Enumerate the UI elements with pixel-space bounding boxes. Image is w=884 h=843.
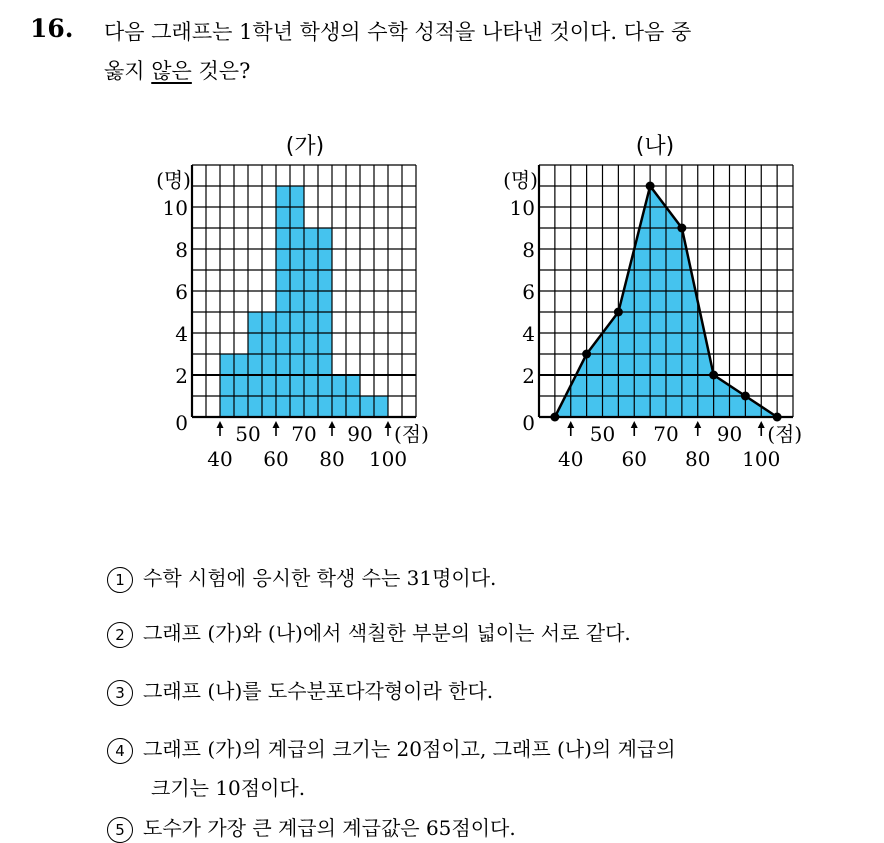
option-1[interactable] [107,562,496,593]
x-tick-label-lower: 80 [319,447,345,471]
x-tick-label-lower: 100 [368,447,408,471]
x-tick-arrowhead [273,421,280,428]
x-tick-label-upper: 90 [347,422,373,446]
x-tick-arrowhead [694,421,701,428]
y-tick-label: 6 [175,280,188,304]
data-point [677,224,686,233]
x-tick-label-upper: 50 [589,422,616,446]
x-tick-label-lower: 60 [621,447,647,471]
y-tick-label: 8 [175,238,188,262]
option-5[interactable] [107,812,516,843]
x-tick-arrowhead [217,421,224,428]
y-tick-label: 10 [509,196,535,220]
x-tick-arrowhead [329,421,336,428]
x-tick-label-upper: 70 [653,422,679,446]
y-axis-label: (명) [156,168,191,192]
x-tick-label-lower: 100 [742,447,781,471]
option-text: 도수가 가장 큰 계급의 계급값은 65점이다. [143,816,516,840]
x-axis-label: (점) [394,422,429,446]
x-tick-label-lower: 80 [685,447,711,471]
option-mark: 2 [107,622,133,648]
y-tick-label: 8 [522,238,535,262]
chart-title: (가) [285,134,325,159]
option-text: 그래프 (가)와 (나)에서 색칠한 부분의 넓이는 서로 같다. [143,621,631,645]
question-text-post: 것은? [191,59,251,83]
x-tick-label-lower: 40 [207,447,233,471]
x-tick-label-upper: 90 [716,422,743,446]
question-text-underlined: 않은 [151,59,192,83]
x-tick-label-upper: 70 [291,422,317,446]
data-point [709,371,718,380]
option-mark: 5 [107,817,133,843]
y-tick-label: 0 [522,411,535,435]
option-3[interactable] [107,675,493,706]
question-number: 16. [30,14,74,43]
x-axis-label: (점) [767,422,803,446]
option-text: 수학 시험에 응시한 학생 수는 31명이다. [143,566,497,590]
x-tick-label-upper: 50 [235,422,261,446]
question-text-pre: 옳지 [104,59,152,83]
option-mark: 3 [107,680,133,706]
x-tick-arrowhead [385,421,392,428]
x-tick-label-lower: 40 [558,447,584,471]
option-4[interactable] [107,733,676,764]
data-point [773,413,782,422]
data-point [741,392,750,401]
chart-ga [156,134,429,471]
y-tick-label: 4 [522,322,535,346]
y-tick-label: 2 [175,364,188,388]
option-text: 그래프 (나)를 도수분포다각형이라 한다. [143,679,494,703]
option-mark: 1 [107,567,133,593]
x-tick-arrowhead [567,421,574,428]
question-text-line1: 다음 그래프는 1학년 학생의 수학 성적을 나타낸 것이다. 다음 중 [104,20,692,44]
y-tick-label: 6 [522,280,535,304]
data-point [550,413,559,422]
y-tick-label: 0 [175,411,188,435]
option-mark: 4 [107,738,133,764]
y-tick-label: 10 [162,196,188,220]
chart-na [503,134,802,471]
x-tick-arrowhead [631,421,638,428]
data-point [582,350,591,359]
option-4-continued: 크기는 10점이다. [151,776,306,800]
option-text: 그래프 (가)의 계급의 크기는 20점이고, 그래프 (나)의 계급의 [143,737,676,761]
chart-title: (나) [635,134,675,159]
data-point [646,182,655,191]
x-tick-arrowhead [758,421,765,428]
y-tick-label: 4 [175,322,188,346]
data-point [614,308,623,317]
option-2[interactable] [107,617,631,648]
y-tick-label: 2 [522,364,535,388]
y-axis-label: (명) [503,168,538,192]
x-tick-label-lower: 60 [263,447,289,471]
